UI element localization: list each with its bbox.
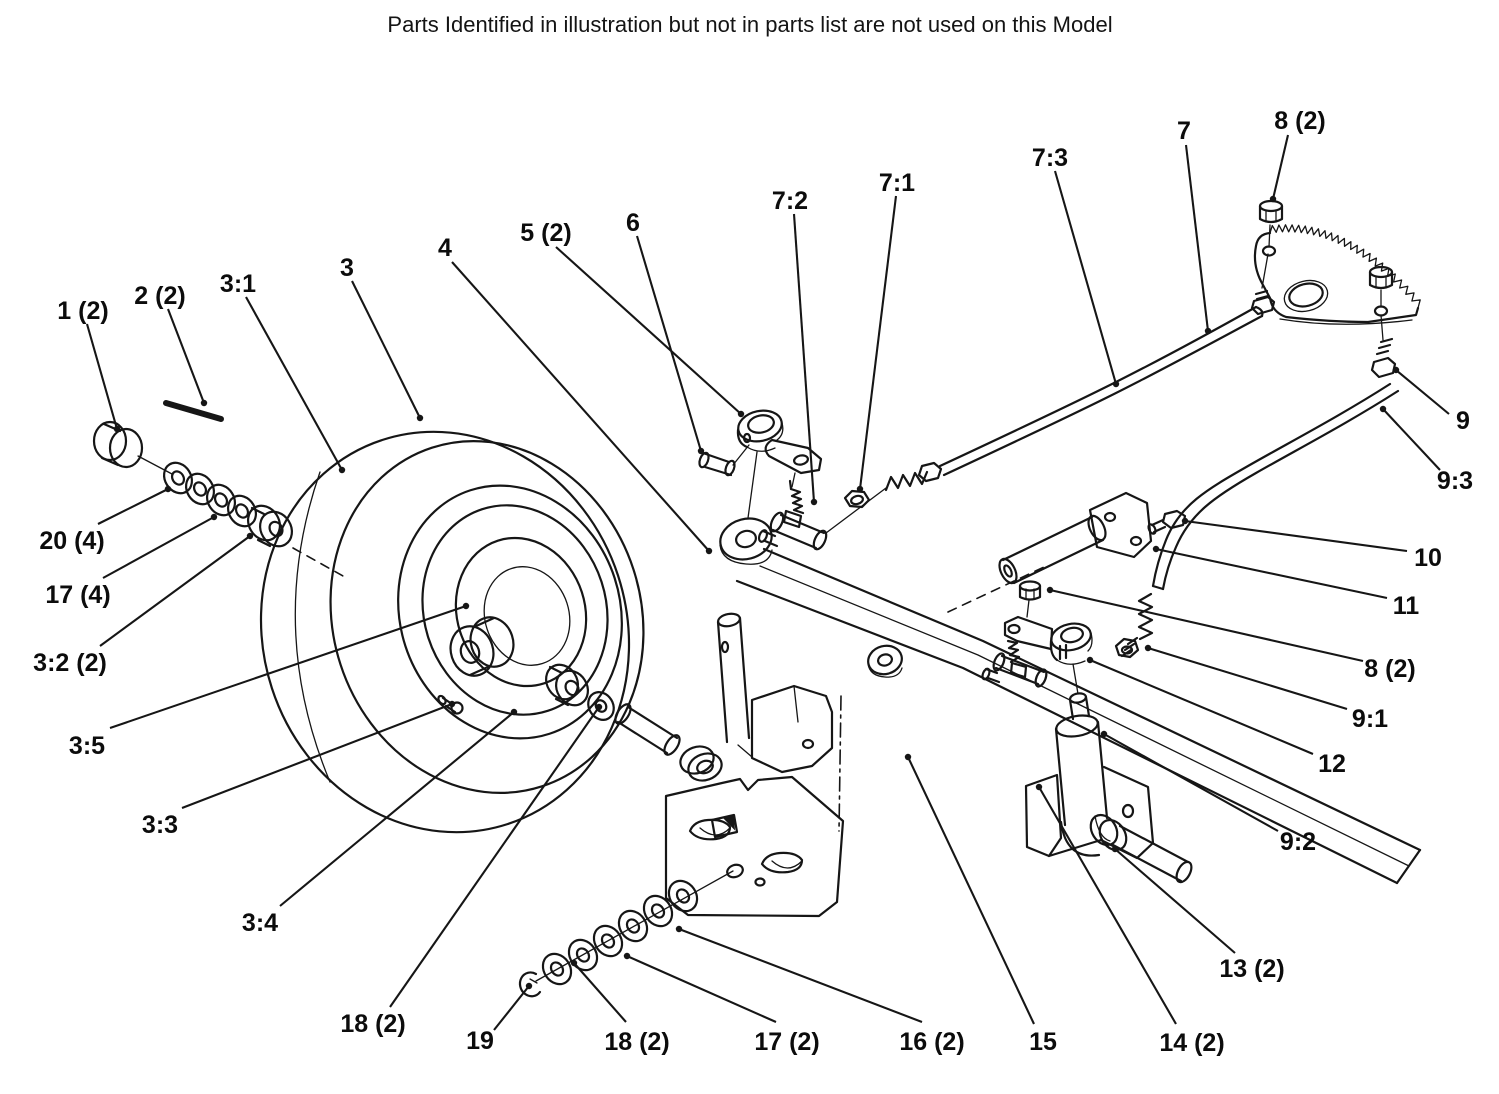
part-callout-3-4: 3:4 (241, 909, 279, 937)
leader-dot-5 (738, 411, 744, 417)
leader-dot-7-2 (811, 499, 817, 505)
leader-dot-9-3 (1380, 406, 1386, 412)
leader-line-17-hub (103, 517, 214, 578)
leader-line-9-1 (1148, 648, 1347, 709)
leader-dot-9-2 (1101, 731, 1107, 737)
part-callout-9-2: 9:2 (1279, 828, 1317, 856)
leader-dot-15 (905, 754, 911, 760)
leader-dot-9 (1393, 367, 1399, 373)
leader-line-16 (679, 929, 922, 1022)
leader-line-3-2 (100, 536, 250, 646)
leader-dot-11 (1153, 546, 1159, 552)
leader-dot-1 (114, 426, 120, 432)
leader-dot-3-5 (463, 603, 469, 609)
leader-dot-16 (676, 926, 682, 932)
part-callout-8-right: 8 (2) (1364, 655, 1416, 683)
leader-line-13 (1115, 849, 1235, 953)
hubcap-pin-washers (94, 403, 343, 576)
leader-dot-3 (417, 415, 423, 421)
part-callout-18-bottom: 18 (2) (604, 1028, 670, 1056)
part-callout-1: 1 (2) (57, 297, 109, 325)
part-callout-9-1: 9:1 (1351, 705, 1389, 733)
leader-dot-7-3 (1113, 381, 1119, 387)
leader-dot-19 (526, 983, 532, 989)
leader-dot-3-3 (449, 701, 455, 707)
illustration (94, 201, 1420, 996)
leader-line-3 (352, 281, 420, 418)
leader-line-7-2 (794, 214, 814, 502)
part-callout-5: 5 (2) (520, 219, 572, 247)
leader-dot-13 (1112, 846, 1118, 852)
leader-dot-7 (1205, 328, 1211, 334)
leader-dot-3-2 (247, 533, 253, 539)
part-callout-7-3: 7:3 (1031, 144, 1069, 172)
leader-line-20 (98, 489, 168, 524)
leader-line-17-plate (627, 956, 776, 1022)
part-callout-3-1: 3:1 (219, 270, 257, 298)
leader-dot-2 (201, 400, 207, 406)
part-callout-12: 12 (1318, 750, 1346, 778)
part-callout-7: 7 (1177, 117, 1191, 145)
part-callout-20: 20 (4) (39, 527, 105, 555)
part-callout-8-top: 8 (2) (1274, 107, 1326, 135)
part-callout-6: 6 (626, 209, 640, 237)
leader-dot-17-hub (211, 514, 217, 520)
leader-line-9-3 (1383, 409, 1440, 470)
leader-dot-20 (165, 486, 171, 492)
washer-stack (520, 871, 733, 996)
part-callout-18-left: 18 (2) (340, 1010, 406, 1038)
part-callout-14: 14 (2) (1159, 1029, 1225, 1057)
left-spindle (677, 612, 832, 785)
right-tie-rod (1116, 315, 1398, 657)
right-steering-arm (981, 582, 1093, 695)
leader-line-3-3 (182, 704, 452, 808)
part-callout-17-plate: 17 (2) (754, 1028, 820, 1056)
leader-line-14 (1039, 787, 1176, 1024)
leader-dot-10 (1182, 518, 1188, 524)
part-callout-15: 15 (1029, 1028, 1057, 1056)
part-callout-13: 13 (2) (1219, 955, 1285, 983)
support-plate (666, 777, 843, 916)
leader-dot-18-bottom (571, 960, 577, 966)
leader-line-11 (1156, 549, 1387, 598)
left-tie-rod (886, 254, 1274, 490)
leader-line-8-top (1273, 135, 1288, 199)
leader-line-8-right (1050, 590, 1363, 661)
part-callout-7-2: 7:2 (771, 187, 809, 215)
part-callout-10: 10 (1414, 544, 1442, 572)
part-callout-19: 19 (466, 1027, 494, 1055)
leader-dot-6 (698, 448, 704, 454)
leader-line-3-5 (110, 606, 466, 728)
part-callout-17-hub: 17 (4) (45, 581, 111, 609)
leader-dot-8-right (1047, 587, 1053, 593)
leader-line-3-1 (246, 297, 342, 470)
part-callout-2: 2 (2) (134, 282, 186, 310)
leader-line-2 (168, 309, 204, 403)
leader-dot-12 (1087, 657, 1093, 663)
part-callout-7-1: 7:1 (878, 169, 916, 197)
part-callout-9: 9 (1456, 407, 1470, 435)
leader-dot-14 (1036, 784, 1042, 790)
leader-dot-3-1 (339, 467, 345, 473)
part-callout-9-3: 9:3 (1436, 467, 1474, 495)
part-callout-3-2: 3:2 (2) (33, 649, 107, 677)
part-callout-4: 4 (438, 234, 452, 262)
leader-line-7 (1186, 145, 1208, 331)
leader-dot-3-4 (511, 709, 517, 715)
leader-line-18-bottom (574, 963, 626, 1022)
right-spindle (1026, 692, 1194, 884)
leader-dot-8-top (1270, 196, 1276, 202)
leader-dot-17-plate (624, 953, 630, 959)
part-callout-16: 16 (2) (899, 1028, 965, 1056)
part-callout-3-5: 3:5 (68, 732, 106, 760)
leader-line-1 (87, 324, 117, 429)
leader-dot-4 (706, 548, 712, 554)
part-callout-3-3: 3:3 (141, 811, 179, 839)
leader-dot-7-1 (857, 486, 863, 492)
part-callout-11: 11 (1392, 592, 1420, 620)
tire-wheel (209, 384, 688, 881)
leader-line-7-3 (1055, 171, 1116, 384)
leader-line-15 (908, 757, 1034, 1024)
leader-line-9 (1396, 370, 1449, 414)
sector-gear (1255, 201, 1420, 324)
header-note: Parts Identified in illustration but not in parts list are not used on this Model (387, 12, 1113, 37)
part-callout-3: 3 (340, 254, 354, 282)
leader-line-10 (1185, 521, 1407, 551)
leader-dot-9-1 (1145, 645, 1151, 651)
leader-dot-18-left (596, 704, 602, 710)
leader-line-6 (637, 236, 701, 451)
leader-line-7-1 (860, 196, 896, 489)
leader-line-19 (494, 986, 529, 1030)
